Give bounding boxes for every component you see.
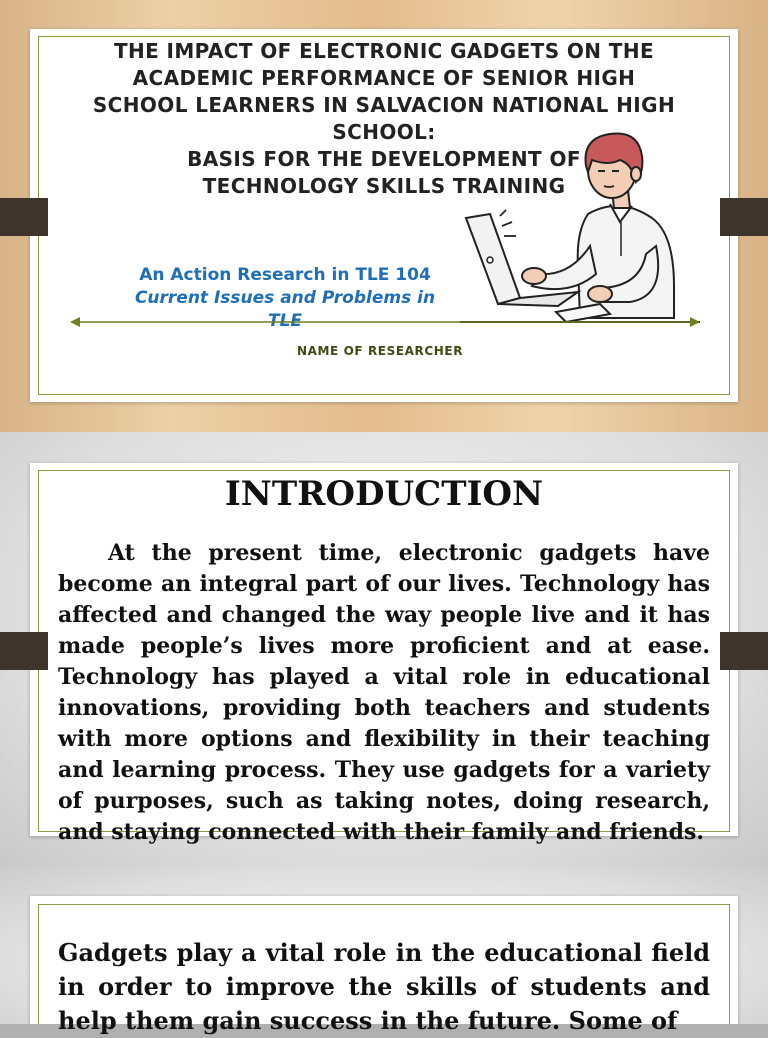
researcher-name: NAME OF RESEARCHER (296, 344, 464, 358)
title-line: BASIS FOR THE DEVELOPMENT OF (187, 147, 581, 171)
title-line: SCHOOL LEARNERS IN SALVACION NATIONAL HIGH (92, 93, 676, 117)
title-slide (0, 0, 768, 432)
double-arrow-divider (70, 315, 700, 329)
title-line: SCHOOL: (332, 120, 436, 144)
research-title (50, 38, 718, 200)
subtitle-topic: Current Issues and Problems in (134, 288, 436, 308)
left-tab (0, 632, 48, 670)
right-tab (720, 632, 768, 670)
title-line: THE IMPACT OF ELECTRONIC GADGETS ON THE (113, 39, 655, 63)
right-tab (720, 198, 768, 236)
subtitle-topic-continued: TLE (267, 311, 303, 331)
left-tab (0, 198, 48, 236)
introduction-paragraph: At the present time, electronic gadgets have become an integral part of our lives. Technology has affected and changed the way people live and it has made people’s lives more proficient and at ease. Technology has played a vital role in educational innovations, providing both teachers and students with more options and flexibility in their teaching and learning process. They use gadgets for a variety of purposes, such as taking notes, doing research, and staying connected with their family and friends. (58, 540, 710, 845)
subtitle-course: An Action Research in TLE 104 (139, 265, 431, 285)
gadgets-paragraph: Gadgets play a vital role in the educational field in order to improve the skills of students and help them gain success in the future. Some of (58, 938, 710, 1035)
title-line: ACADEMIC PERFORMANCE OF SENIOR HIGH (132, 66, 636, 90)
introduction-heading: INTRODUCTION (224, 474, 544, 514)
title-line: TECHNOLOGY SKILLS TRAINING (202, 174, 566, 198)
